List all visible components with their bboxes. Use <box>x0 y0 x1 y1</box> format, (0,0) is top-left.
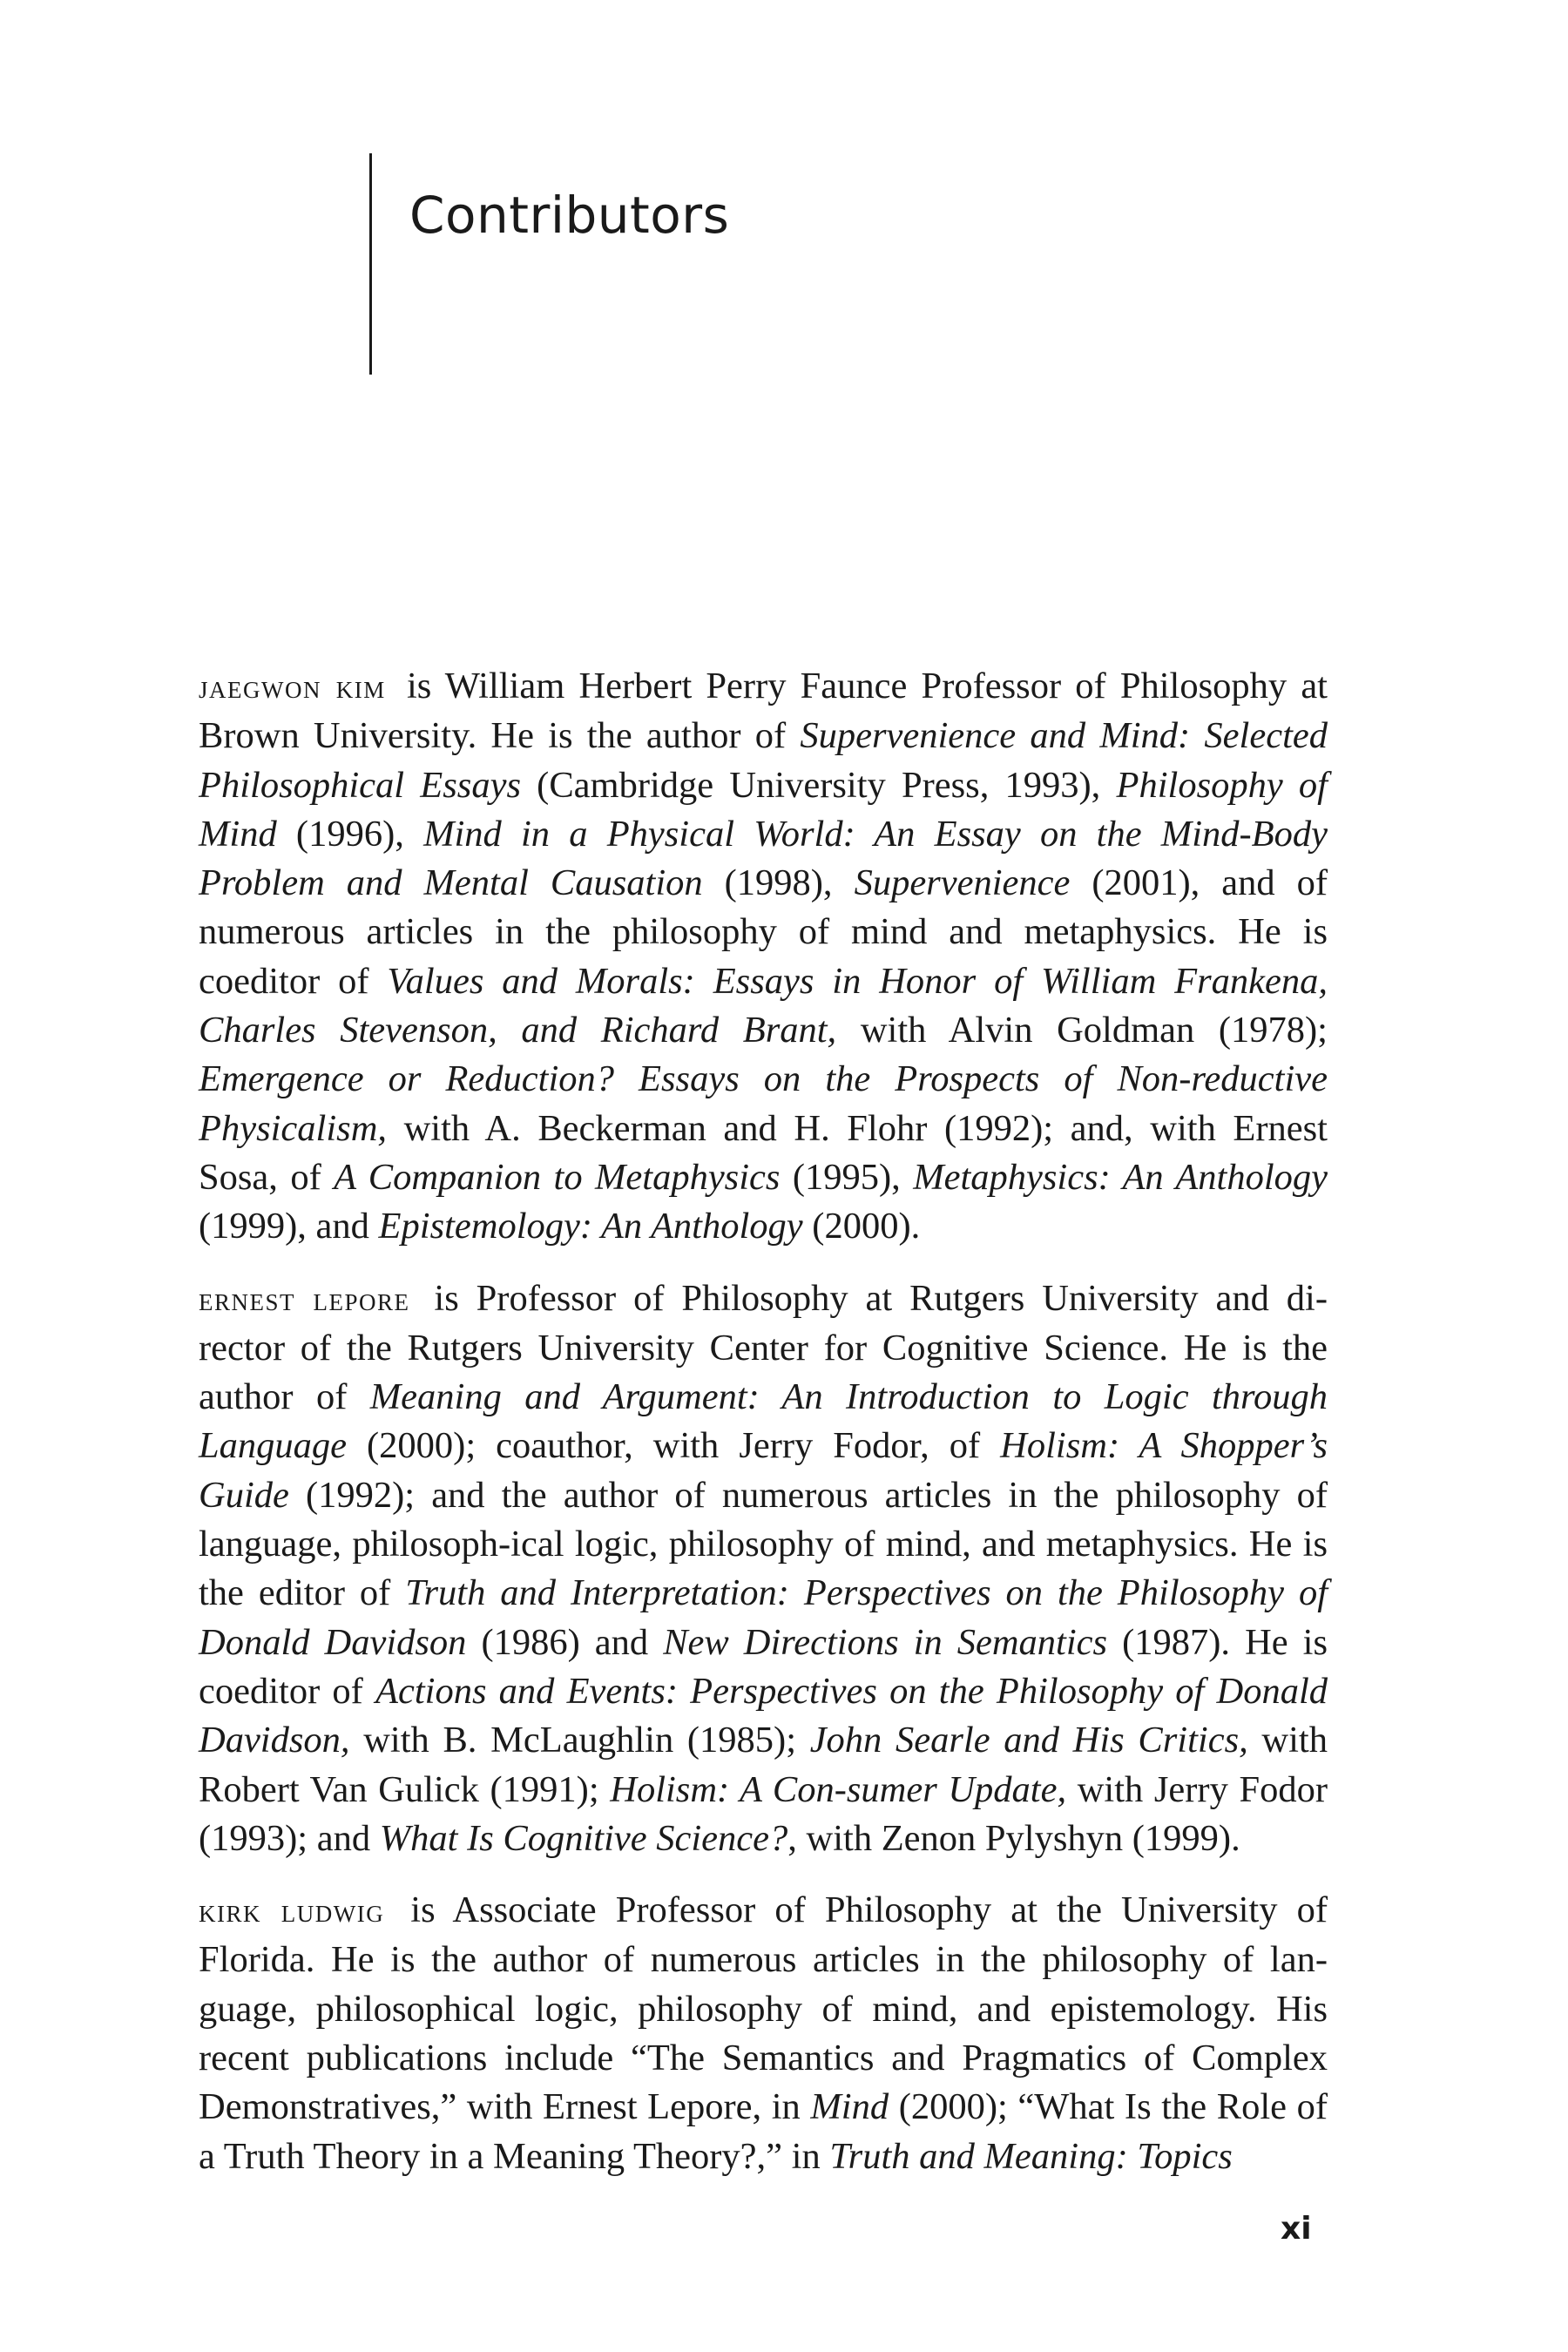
bio-text: with Jerry Fodor (1993); and <box>199 1768 1328 1859</box>
italic-title: Metaphysics: An Anthology <box>913 1156 1328 1198</box>
bio-text: (Cambridge University Press, 1993), <box>520 764 1117 806</box>
bio-text: with Alvin Goldman (1978); <box>836 1010 1328 1051</box>
bio-text: (1992); and the author of numerous articles in the philosophy of language, philosoph-ical logic, philosophy of mind, and metaphysics. He is the editor of <box>199 1474 1328 1614</box>
italic-title: Holism: A Shopper’s Guide <box>199 1425 1328 1516</box>
italic-title: Holism: A Con-sumer Update, <box>610 1768 1067 1810</box>
bio-text: (1999), and <box>199 1206 379 1247</box>
bio-text: with A. Beckerman and H. Flohr (1992); and, with Ernest Sosa, of <box>199 1107 1328 1198</box>
italic-title: Actions and Events: Perspectives on the Philosophy of Donald Davidson, <box>199 1670 1328 1761</box>
bio-text: with Robert Van Gulick (1991); <box>199 1720 1328 1810</box>
contributors-list <box>199 662 1328 2204</box>
bio-text: (1996), <box>276 813 424 855</box>
italic-title: New Directions in Semantics <box>663 1621 1108 1663</box>
italic-title: Truth and Meaning: Topics <box>829 2135 1233 2177</box>
contributor-entry <box>199 1274 1328 1864</box>
italic-title: John Searle and His Critics, <box>809 1720 1248 1761</box>
bio-text: (1995), <box>780 1156 914 1198</box>
bio-text: , with Zenon Pylyshyn (1999). <box>787 1817 1240 1859</box>
italic-title: Mind in a Physical World: An Essay on the Mind-Body Problem and Mental Causation <box>199 813 1328 904</box>
bio-text: (2000); “What Is the Role of a Truth Theory in a Meaning Theory?,” in <box>199 2086 1328 2177</box>
bio-text: (2000). <box>802 1206 921 1247</box>
italic-title: A Companion to Metaphysics <box>334 1156 781 1198</box>
contributor-entry <box>199 662 1328 1252</box>
italic-title: Epistemology: An Anthology <box>378 1206 803 1247</box>
contributor-bio <box>199 1278 1328 1859</box>
contributor-entry <box>199 1886 1328 2181</box>
contributor-bio <box>199 1889 1328 2176</box>
italic-title: Philosophy of Mind <box>199 764 1328 855</box>
bio-text: is Associate Professor of Philosophy at the University of Florida. He is the author of numerous articles in the philosophy of lan-guage, philosophical logic, philosophy of mind, and epistemology. His recent publications include “The Semantics and Pragmatics of Complex Demonstratives,” with Ernest Lepore, in <box>199 1889 1328 2128</box>
italic-title: Supervenience and Mind: Selected Philosophical Essays <box>199 715 1328 806</box>
bio-text: (1986) and <box>466 1621 664 1663</box>
italic-title: Meaning and Argument: An Introduction to Logic through Language <box>199 1376 1328 1467</box>
italic-title: Emergence or Reduction? Essays on the Prospects of Non-reductive Physicalism, <box>199 1058 1328 1149</box>
bio-text: with B. McLaughlin (1985); <box>349 1720 810 1761</box>
italic-title: Values and Morals: Essays in Honor of William Frankena, Charles Stevenson, and Richard Brant, <box>199 960 1328 1051</box>
italic-title: Supervenience <box>854 862 1071 904</box>
page-number: xi <box>1281 2211 1312 2247</box>
title-rule <box>369 153 372 375</box>
bio-text: (1998), <box>702 862 855 904</box>
bio-text: is Professor of Philosophy at Rutgers University and di-rector of the Rutgers University Center for Cognitive Science. He is the author of <box>199 1277 1328 1418</box>
page-title: Contributors <box>409 186 730 245</box>
bio-text: (2001), and of numerous articles in the philosophy of mind and metaphysics. He is coeditor of <box>199 862 1328 1002</box>
contributor-bio <box>199 666 1328 1247</box>
contributor-name: jaegwon kim <box>199 668 386 706</box>
bio-text: (1987). He is coeditor of <box>199 1621 1328 1712</box>
bio-text: is William Herbert Perry Faunce Professor of Philosophy at Brown University. He is the author of <box>199 666 1328 757</box>
bio-text: (2000); coauthor, with Jerry Fodor, of <box>347 1425 1001 1467</box>
italic-title: Truth and Interpretation: Perspectives on the Philosophy of Donald Davidson <box>199 1572 1328 1663</box>
italic-title: What Is Cognitive Science? <box>379 1817 788 1859</box>
italic-title: Mind <box>810 2086 889 2128</box>
contributor-name: ernest lepore <box>199 1280 410 1318</box>
contributor-name: kirk ludwig <box>199 1892 385 1930</box>
